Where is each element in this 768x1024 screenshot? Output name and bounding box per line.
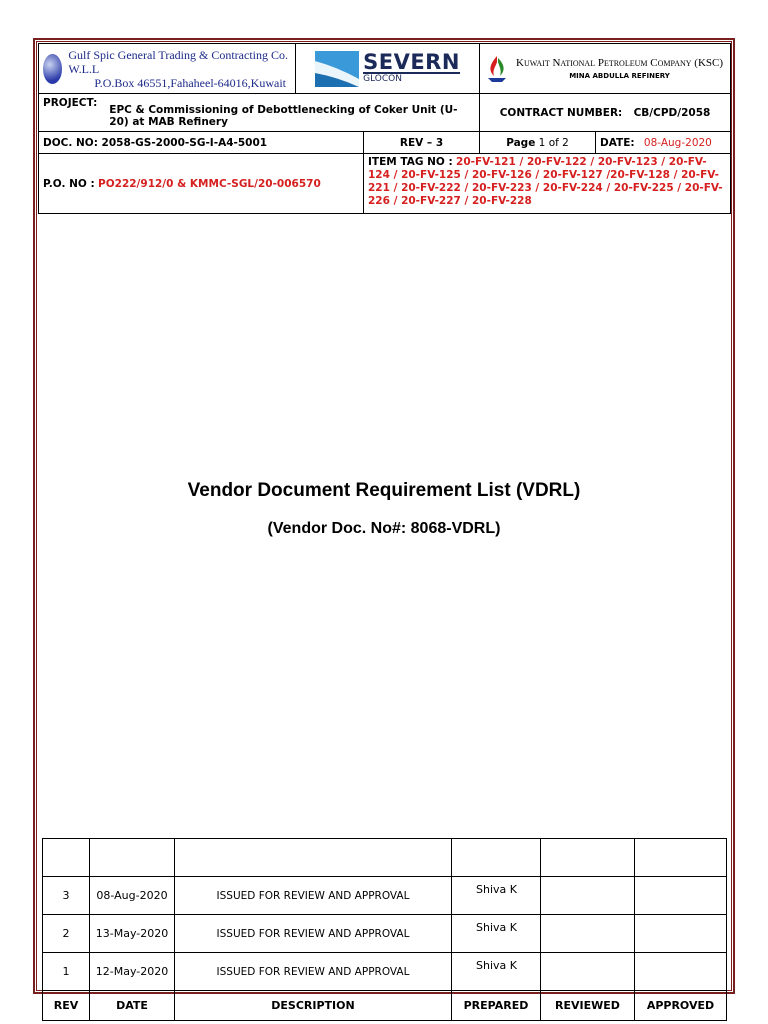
contract-value: CB/CPD/2058: [633, 106, 711, 119]
project-value: EPC & Commissioning of Debottlenecking of Coker Unit (U-20) at MAB Refinery: [109, 104, 458, 128]
vendor-doc-no: (Vendor Doc. No#: 8068-VDRL): [267, 520, 501, 537]
reviewed-cell: [541, 839, 635, 877]
globe-icon: [43, 54, 62, 84]
header-prepared: PREPARED: [452, 991, 541, 1021]
reviewed-cell: [541, 915, 635, 953]
date-label: DATE:: [600, 136, 635, 149]
po-label: P.O. NO :: [43, 177, 95, 190]
description-cell: ISSUED FOR REVIEW AND APPROVAL: [175, 953, 452, 991]
reviewed-cell: [541, 953, 635, 991]
document-title: Vendor Document Requirement List (VDRL): [187, 480, 581, 501]
page-label: Page: [506, 136, 536, 149]
project-label: PROJECT:: [43, 97, 98, 109]
header-approved: APPROVED: [635, 991, 727, 1021]
date-cell: [596, 132, 731, 154]
gulf-spic-logo-cell: [39, 44, 296, 94]
prepared-cell: Shiva K: [452, 877, 541, 915]
item-tag-label: ITEM TAG NO :: [368, 156, 453, 168]
rev-label: REV – 3: [364, 132, 480, 154]
doc-no: DOC. NO: 2058-GS-2000-SG-I-A4-5001: [39, 132, 364, 154]
item-tag-cell: [364, 154, 731, 214]
date-cell: 08-Aug-2020: [90, 877, 175, 915]
item-tag-value: 20-FV-121 / 20-FV-122 / 20-FV-123 / 20-FV-124 / 20-FV-125 / 20-FV-126 / 20-FV-127 /20-FV-128 / 20-FV-221 / 20-FV-222 / 20-FV-223 / 20-FV-224 / 20-FV-225 / 20-FV-226 / 20-FV-227 / 20-FV-228: [368, 156, 723, 207]
rev-cell: 3: [43, 877, 90, 915]
table-row: [43, 953, 727, 991]
description-cell: ISSUED FOR REVIEW AND APPROVAL: [175, 877, 452, 915]
page-of: of 2: [548, 136, 569, 149]
revision-header-row: [43, 991, 727, 1021]
approved-cell: [635, 953, 727, 991]
rev-cell: [43, 839, 90, 877]
date-cell: 12-May-2020: [90, 953, 175, 991]
header-date: DATE: [90, 991, 175, 1021]
approved-cell: [635, 839, 727, 877]
date-cell: [90, 839, 175, 877]
prepared-cell: [452, 839, 541, 877]
description-cell: [175, 839, 452, 877]
gulf-spic-address: P.O.Box 46551,Fahaheel-64016,Kuwait: [94, 75, 286, 90]
table-row: [43, 839, 727, 877]
date-value: 08-Aug-2020: [643, 136, 712, 149]
description-cell: ISSUED FOR REVIEW AND APPROVAL: [175, 915, 452, 953]
project-cell: [39, 94, 480, 132]
flame-icon: [484, 54, 510, 84]
contract-label: CONTRACT NUMBER:: [499, 106, 623, 119]
contract-cell: [480, 94, 731, 132]
po-value: PO222/912/0 & KMMC-SGL/20-006570: [98, 177, 321, 190]
approved-cell: [635, 915, 727, 953]
knpc-name: Kuwait National Petroleum Company (KSC): [516, 57, 724, 69]
header-description: DESCRIPTION: [175, 991, 452, 1021]
knpc-logo-cell: [480, 44, 731, 94]
gulf-spic-name: Gulf Spic General Trading & Contracting Co. W.L.L: [68, 47, 288, 76]
severn-logo-cell: [296, 44, 480, 94]
prepared-cell: Shiva K: [452, 953, 541, 991]
date-cell: 13-May-2020: [90, 915, 175, 953]
header-reviewed: REVIEWED: [541, 991, 635, 1021]
severn-sub: GLOCON: [363, 72, 460, 85]
rev-cell: 1: [43, 953, 90, 991]
severn-logo-icon: [315, 51, 359, 87]
header-table: [38, 43, 731, 214]
revision-table: [42, 838, 727, 1021]
knpc-sub: MINA ABDULLA REFINERY: [569, 72, 670, 80]
severn-name: SEVERN: [363, 50, 460, 74]
po-cell: [39, 154, 364, 214]
rev-cell: 2: [43, 915, 90, 953]
approved-cell: [635, 877, 727, 915]
prepared-cell: Shiva K: [452, 915, 541, 953]
reviewed-cell: [541, 877, 635, 915]
page-cell: [480, 132, 596, 154]
table-row: [43, 877, 727, 915]
table-row: [43, 915, 727, 953]
header-rev: REV: [43, 991, 90, 1021]
page-number: 1: [538, 136, 546, 149]
